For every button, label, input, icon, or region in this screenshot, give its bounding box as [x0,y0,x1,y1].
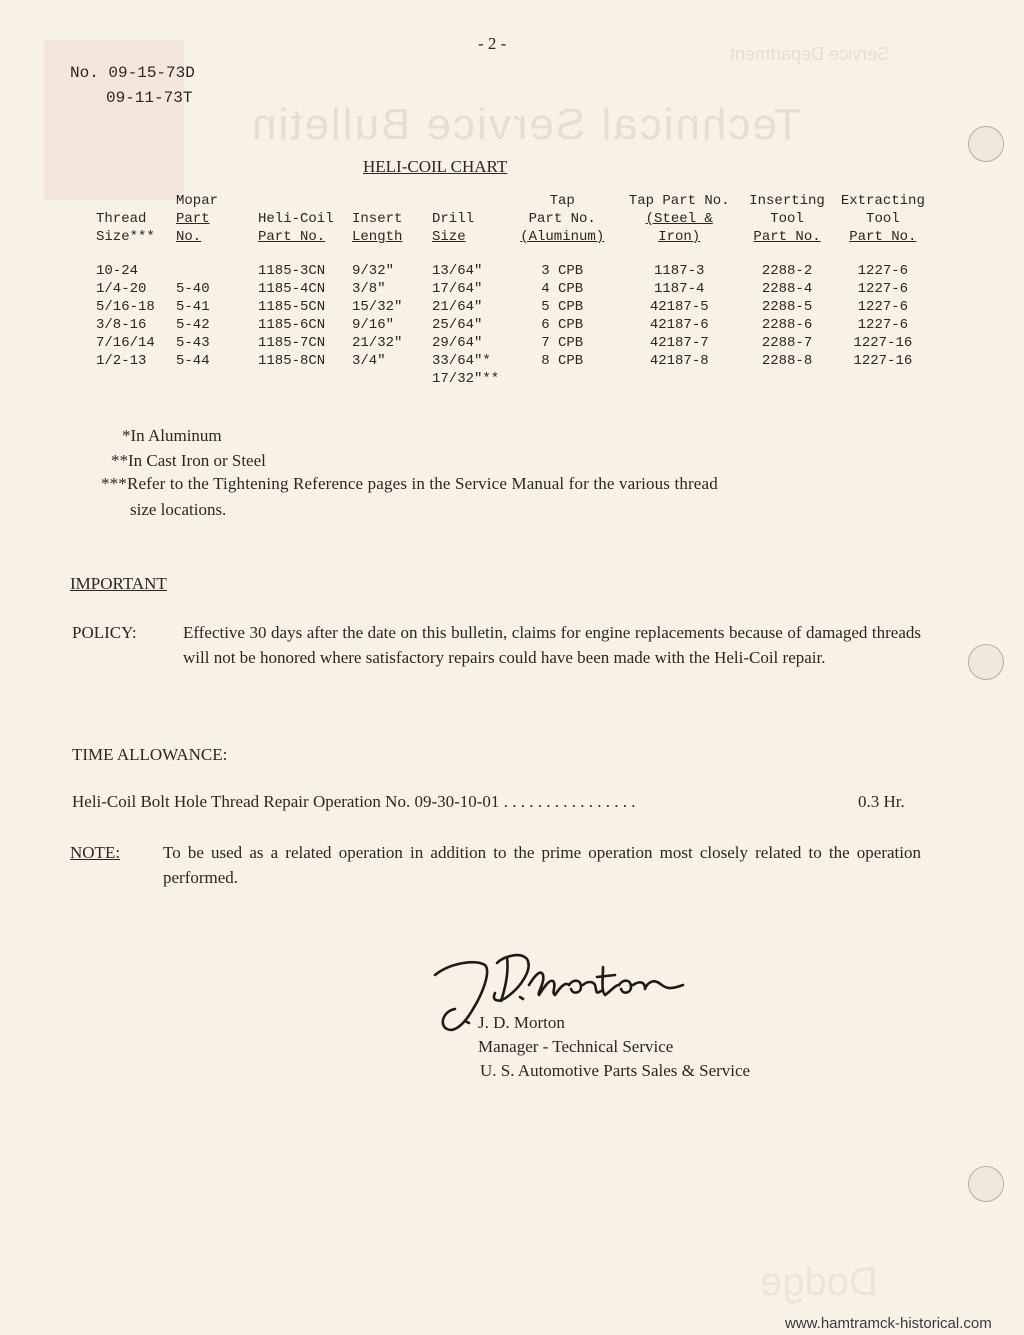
time-allowance-operation [72,792,635,812]
table-row: 10-24 1185-3CN 9/32" 13/64" 3 CPB 1187-3 2288-2 1227-6 [96,263,909,279]
signatory-title: Manager - Technical Service [478,1037,674,1056]
header-helicoil-part: Heli-Coil Part No. [258,211,334,245]
heli-coil-table [88,192,933,388]
header-extracting-tool: Extracting Tool Part No. [840,193,925,245]
table-row: 3/8-16 5-42 1185-6CN 9/16" 25/64" 6 CPB 42187-6 2288-6 1227-6 [96,317,909,333]
bulletin-number-secondary: 09-11-73T [106,89,193,107]
chart-title: HELI-COIL CHART [363,157,508,176]
site-watermark: www.hamtramck-historical.com [785,1315,992,1332]
table-row: 1/4-20 5-40 1185-4CN 3/8" 17/64" 4 CPB 1187-4 2288-4 1227-6 [96,281,909,297]
page-number: - 2 - [478,34,507,53]
footnote-aluminum: *In Aluminum [122,426,222,445]
header-insert-length: Insert Length [352,211,403,245]
dot-leader: . . . . . . . . . . . . . . . . [503,792,636,811]
punch-hole-top [968,126,1004,162]
reverse-title-ghost: Technical Service Bulletin [250,100,801,149]
footnote-cast-iron: **In Cast Iron or Steel [111,451,266,470]
table-row: 5/16-18 5-41 1185-5CN 15/32" 21/64" 5 CPB 42187-5 2288-5 1227-6 [96,299,909,315]
time-allowance-value: 0.3 Hr. [858,792,905,811]
table-row: 17/32"** [432,371,500,387]
punch-hole-bottom [968,1166,1004,1202]
policy-label: POLICY: [72,623,137,642]
reverse-dodge-ghost: Dodge [760,1260,878,1304]
footnote-size-locations: size locations. [130,500,227,519]
table-row: 1/2-13 5-44 1185-8CN 3/4" 33/64"* 8 CPB 42187-8 2288-8 1227-16 [96,353,913,369]
policy-text: Effective 30 days after the date on this bulletin, claims for engine replacements because of damaged threads will not be honored where satisfactory repairs could have been made with the Heli-Coil repair. [183,623,921,667]
header-inserting-tool: Inserting Tool Part No. [749,193,825,245]
header-drill-size: Drill Size [432,211,475,245]
important-heading: IMPORTANT [70,574,167,593]
header-thread-size: Thread Size*** [96,211,155,245]
time-allowance-heading: TIME ALLOWANCE: [72,745,228,764]
note-text: To be used as a related operation in addition to the prime operation most closely related to the operation performed. [163,843,921,887]
reverse-dept-ghost: Service Department [730,44,890,64]
signatory-organization: U. S. Automotive Parts Sales & Service [480,1061,751,1080]
header-tap-steel-iron: Tap Part No. (Steel & Iron) [628,193,730,245]
header-mopar-part: Mopar Part No. [176,193,219,245]
header-tap-aluminum: Tap Part No. (Aluminum) [520,193,605,245]
footnote-tightening-reference: ***Refer to the Tightening Reference pages in the Service Manual for the various thread [101,474,718,493]
bulletin-numbers [70,61,195,111]
bulletin-number-primary: No. 09-15-73D [70,64,195,82]
note-label: NOTE: [70,843,121,862]
signatory-name: J. D. Morton [478,1013,565,1032]
table-header-row [88,192,933,254]
punch-hole-middle [968,644,1004,680]
table-row: 7/16/14 5-43 1185-7CN 21/32" 29/64" 7 CPB 42187-7 2288-7 1227-16 [96,335,913,351]
operation-description: Heli-Coil Bolt Hole Thread Repair Operation No. 09-30-10-01 [72,792,500,811]
